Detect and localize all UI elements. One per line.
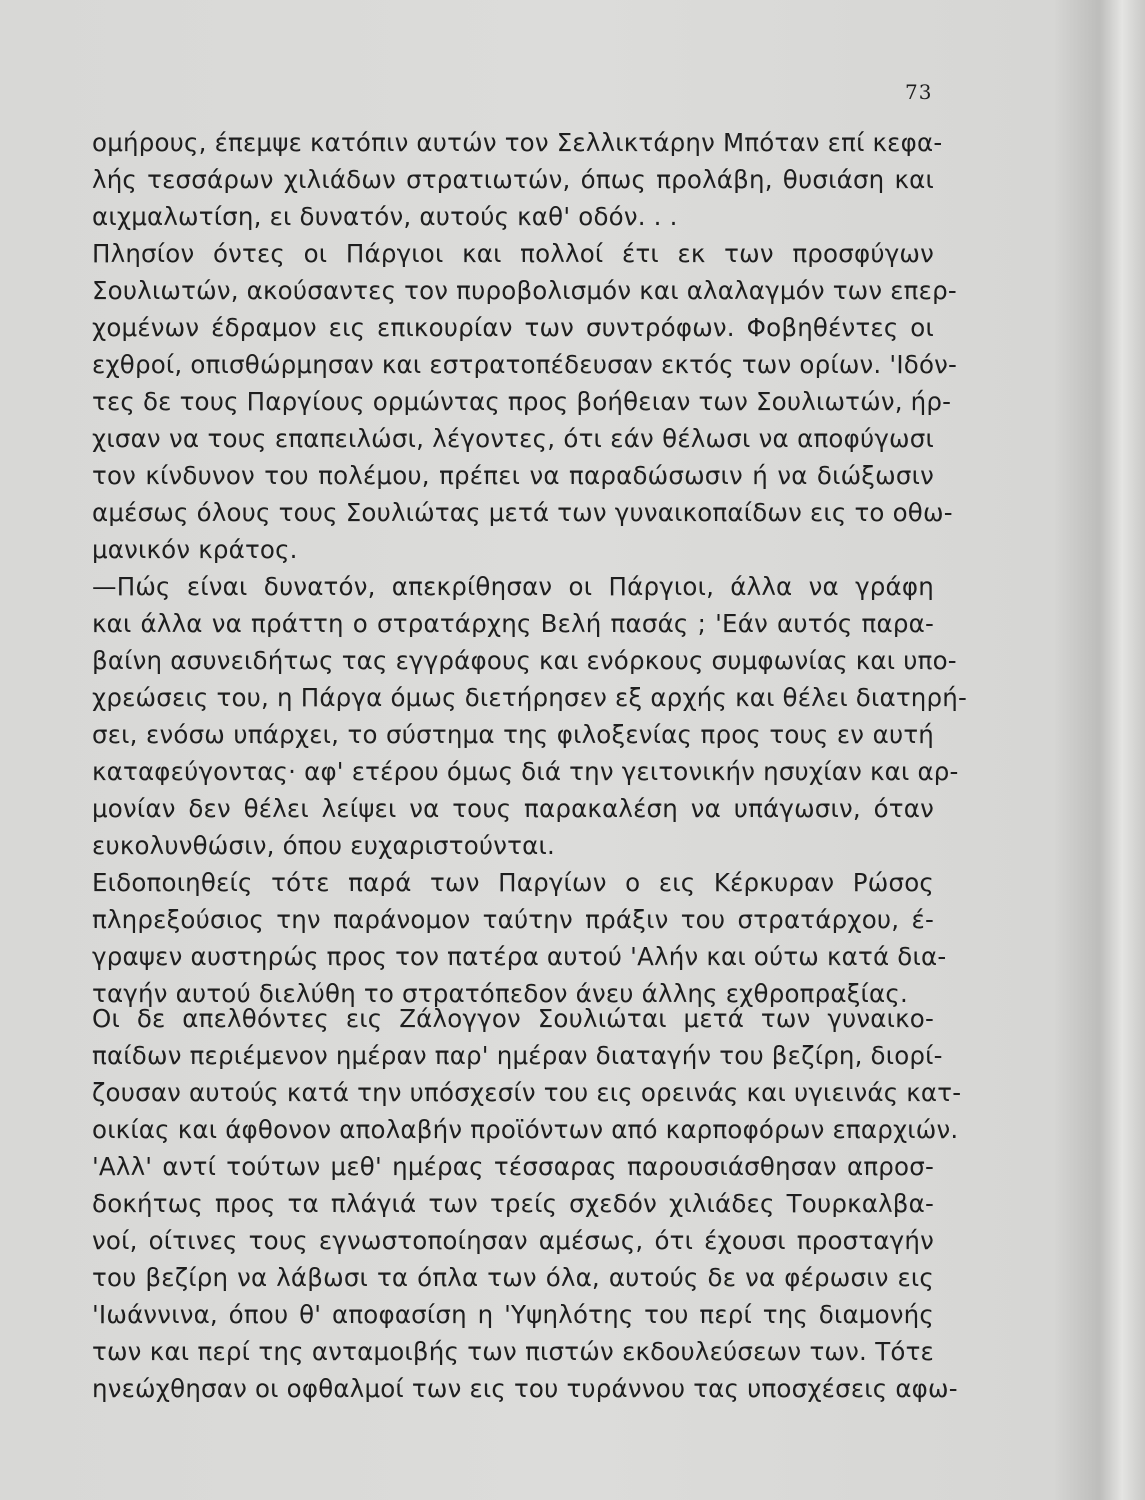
text-line: ταγήν αυτού διελύθη το στρατόπεδον άνευ άλλης εχθροπραξίας. <box>92 979 908 1008</box>
text-line: των και περί της ανταμοιβής των πιστών εκδουλεύσεων των. Τότε <box>92 1337 934 1366</box>
text-line: του βεζίρη να λάβωσι τα όπλα των όλα, αυτούς δε να φέρωσιν εις <box>92 1263 934 1292</box>
text-line: χομένων έδραμον εις επικουρίαν των συντρόφων. Φοβηθέντες οι <box>92 313 934 342</box>
text-line: νοί, οίτινες τους εγνωστοποίησαν αμέσως, ότι έχουσι προσταγήν <box>92 1226 934 1255</box>
text-line: αιχμαλωτίση, ει δυνατόν, αυτούς καθ' οδόν. . . <box>92 202 678 231</box>
text-line: τον κίνδυνον του πολέμου, πρέπει να παραδώσωσιν ή να διώξωσιν <box>92 461 934 490</box>
text-line: λής τεσσάρων χιλιάδων στρατιωτών, όπως προλάβη, θυσιάση και <box>92 165 934 194</box>
text-line: και άλλα να πράττη ο στρατάρχης Βελή πασάς ; 'Εάν αυτός παρα- <box>92 609 934 638</box>
text-line: —Πώς είναι δυνατόν, απεκρίθησαν οι Πάργιοι, άλλα να γράφη <box>92 572 934 601</box>
page-number: 73 <box>905 80 933 104</box>
text-line: 'Αλλ' αντί τούτων μεθ' ημέρας τέσσαρας παρουσιάσθησαν απροσ- <box>92 1152 934 1181</box>
text-line: παίδων περιέμενον ημέραν παρ' ημέραν διαταγήν του βεζίρη, διορί- <box>92 1041 943 1070</box>
text-line: ομήρους, έπεμψε κατόπιν αυτών τον Σελλικτάρην Μπόταν επί κεφα- <box>92 128 943 157</box>
text-line: εχθροί, οπισθώρμησαν και εστρατοπέδευσαν εκτός των ορίων. 'Ιδόν- <box>92 350 958 379</box>
text-line: αμέσως όλους τους Σουλιώτας μετά των γυναικοπαίδων εις το οθω- <box>92 498 953 527</box>
text-line: ζουσαν αυτούς κατά την υπόσχεσίν του εις ορεινάς και υγιεινάς κατ- <box>92 1078 962 1107</box>
text-line: δοκήτως προς τα πλάγιά των τρείς σχεδόν χιλιάδες Τουρκαλβα- <box>92 1189 934 1218</box>
text-line: Πλησίον όντες οι Πάργιοι και πολλοί έτι εκ των προσφύγων <box>92 239 934 268</box>
text-line: βαίνη ασυνειδήτως τας εγγράφους και ενόρκους συμφωνίας και υπο- <box>92 646 957 675</box>
text-block-2 <box>92 1000 962 1407</box>
text-line: καταφεύγοντας· αφ' ετέρου όμως διά την γειτονικήν ησυχίαν και αρ- <box>92 757 959 786</box>
text-line: σει, ενόσω υπάρχει, το σύστημα της φιλοξενίας προς τους εν αυτή <box>92 720 934 749</box>
text-line: οικίας και άφθονον απολαβήν προϊόντων από καρποφόρων επαρχιών. <box>92 1115 959 1144</box>
text-line: Οι δε απελθόντες εις Ζάλογγον Σουλιώται μετά των γυναικο- <box>92 1004 934 1033</box>
text-block-1 <box>92 124 968 1012</box>
text-line: ηνεώχθησαν οι οφθαλμοί των εις του τυράννου τας υποσχέσεις αφω- <box>92 1374 958 1403</box>
text-line: ευκολυνθώσιν, όπου ευχαριστούνται. <box>92 831 555 860</box>
text-line: χρεώσεις του, η Πάργα όμως διετήρησεν εξ αρχής και θέλει διατηρή- <box>92 683 968 712</box>
text-line: 'Ιωάννινα, όπου θ' αποφασίση η 'Υψηλότης του περί της διαμονής <box>92 1300 934 1329</box>
text-line: Ειδοποιηθείς τότε παρά των Παργίων ο εις Κέρκυραν Ρώσος <box>92 868 934 897</box>
text-line: μανικόν κράτος. <box>92 535 298 564</box>
text-line: χισαν να τους επαπειλώσι, λέγοντες, ότι εάν θέλωσι να αποφύγωσι <box>92 424 934 453</box>
text-line: γραψεν αυστηρώς προς τον πατέρα αυτού 'Αλήν και ούτω κατά δια- <box>92 942 947 971</box>
text-line: μονίαν δεν θέλει λείψει να τους παρακαλέση να υπάγωσιν, όταν <box>92 794 934 823</box>
text-line: πληρεξούσιος την παράνομον ταύτην πράξιν του στρατάρχου, έ- <box>92 905 934 934</box>
text-line: τες δε τους Παργίους ορμώντας προς βοήθειαν των Σουλιωτών, ήρ- <box>92 387 952 416</box>
text-line: Σουλιωτών, ακούσαντες τον πυροβολισμόν και αλαλαγμόν των επερ- <box>92 276 957 305</box>
